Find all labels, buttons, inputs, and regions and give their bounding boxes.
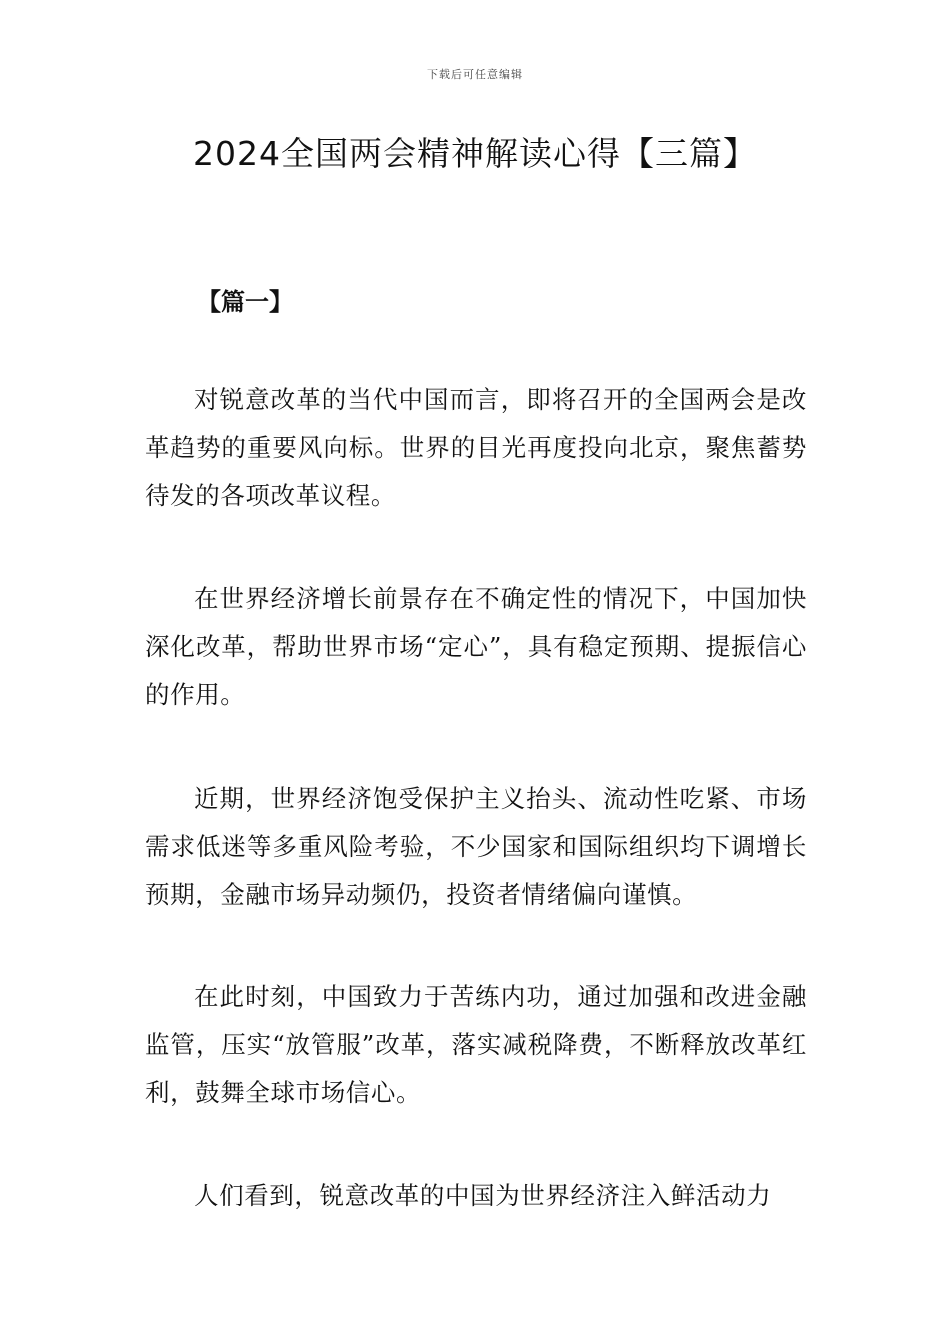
paragraph-4: 在此时刻，中国致力于苦练内功，通过加强和改进金融监管，压实“放管服”改革，落实减税降费，不断释放改革红利，鼓舞全球市场信心。 — [145, 982, 807, 1107]
paragraph-5: 人们看到，锐意改革的中国为世界经济注入鲜活动力 — [194, 1181, 772, 1210]
paragraph-2: 在世界经济增长前景存在不确定性的情况下，中国加快深化改革，帮助世界市场“定心”，具有稳定预期、提振信心的作用。 — [145, 584, 807, 709]
section-heading: 【篇一】 — [197, 287, 293, 316]
paragraph-3: 近期，世界经济饱受保护主义抬头、流动性吃紧、市场需求低迷等多重风险考验，不少国家和国际组织均下调增长预期，金融市场异动频仍，投资者情绪偏向谨慎。 — [145, 784, 807, 909]
document-title: 2024全国两会精神解读心得【三篇】 — [193, 134, 757, 173]
header-note: 下载后可任意编辑 — [427, 68, 523, 81]
paragraph-1: 对锐意改革的当代中国而言，即将召开的全国两会是改革趋势的重要风向标。世界的目光再度投向北京，聚焦蓄势待发的各项改革议程。 — [145, 385, 807, 510]
